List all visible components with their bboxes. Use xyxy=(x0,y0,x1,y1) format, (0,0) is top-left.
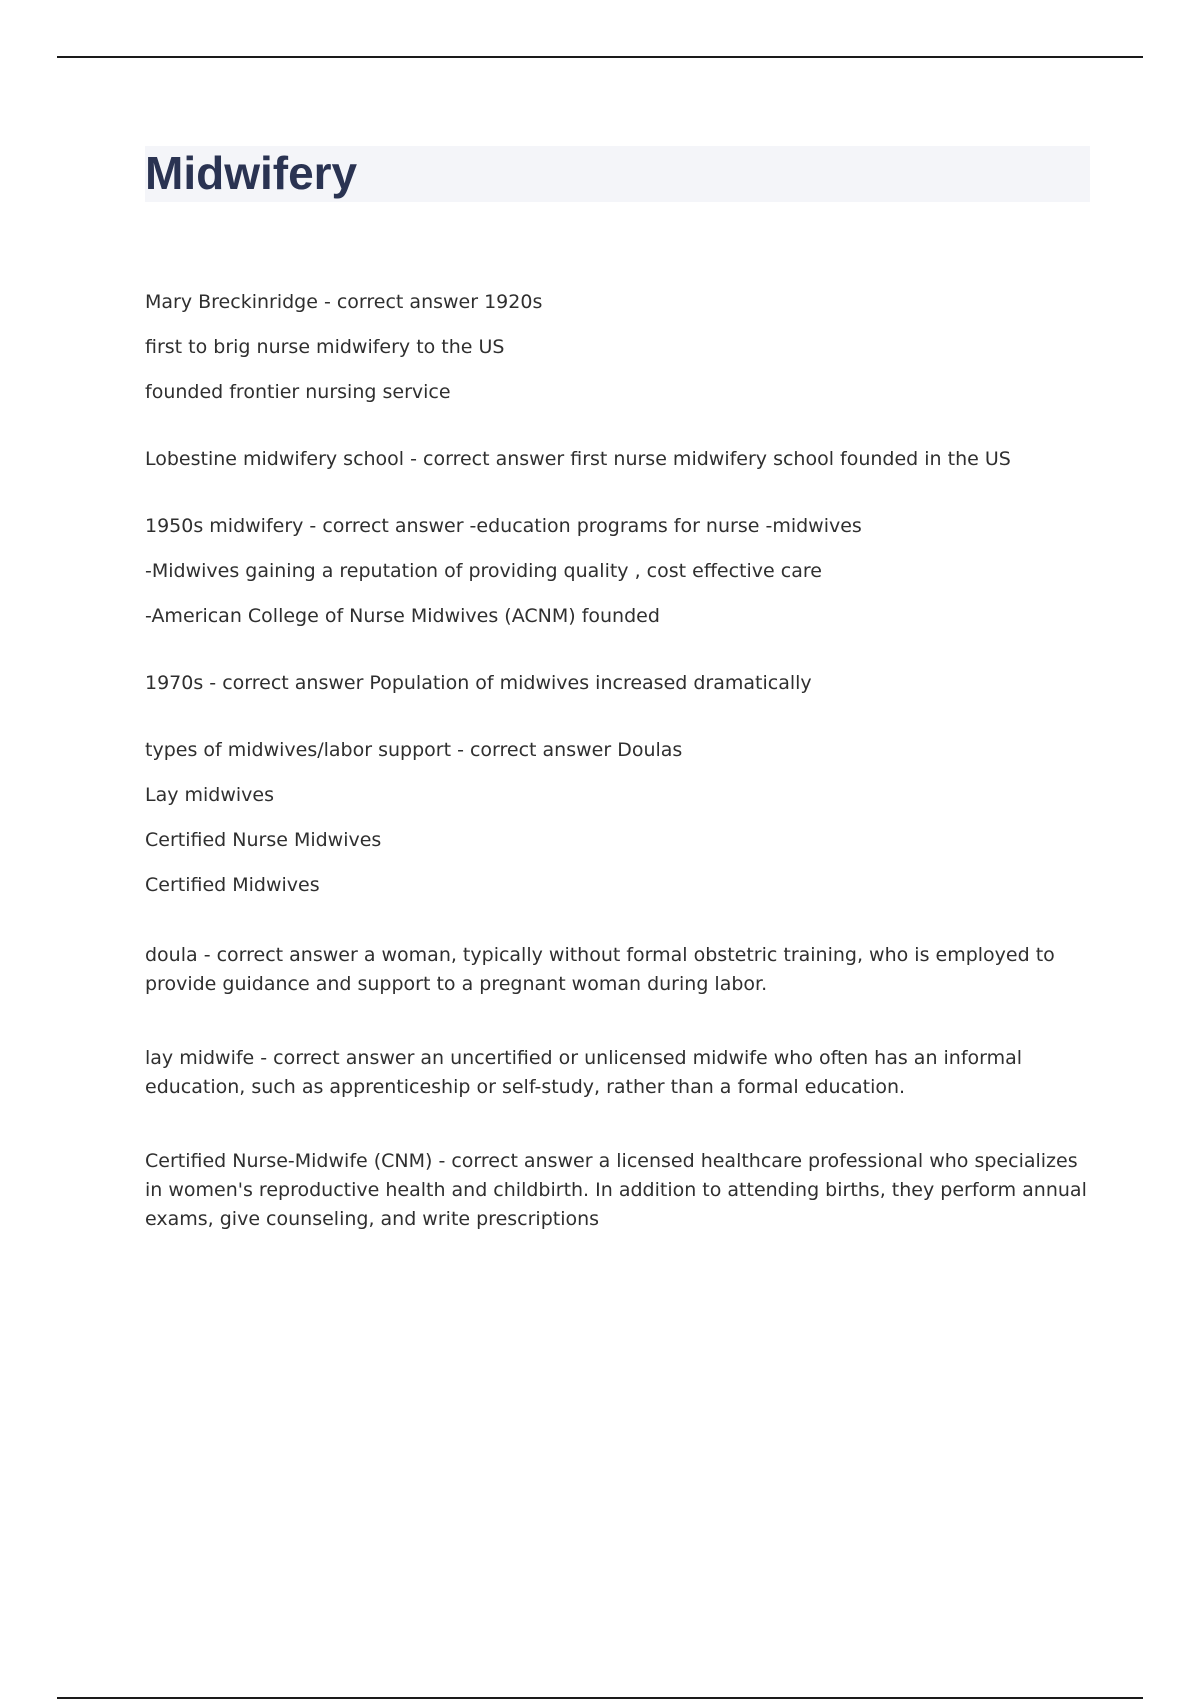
entry-line: founded frontier nursing service xyxy=(145,381,451,403)
bottom-rule xyxy=(57,1697,1143,1699)
entry-1950s-midwifery xyxy=(145,515,1090,627)
page-title: Midwifery xyxy=(145,147,358,199)
entry-line: Lobestine midwifery school - correct answer first nurse midwifery school founded in the US xyxy=(145,448,1011,470)
entry-types-of-midwives xyxy=(145,739,1090,896)
entry-mary-breckinridge xyxy=(145,291,1090,403)
entry-line: Certified Midwives xyxy=(145,874,320,896)
entry-cnm xyxy=(145,1147,1090,1234)
entry-paragraph: Certified Nurse-Midwife (CNM) - correct answer a licensed healthcare professional who specializes in women's reproductive health and childbirth. In addition to attending births, they perform annual exams, give counseling, and write prescriptions xyxy=(145,1150,1087,1230)
top-rule xyxy=(57,56,1143,58)
entry-line: Certified Nurse Midwives xyxy=(145,829,382,851)
entry-line: 1970s - correct answer Population of midwives increased dramatically xyxy=(145,672,812,694)
entry-paragraph: doula - correct answer a woman, typically without formal obstetric training, who is employed to provide guidance and support to a pregnant woman during labor. xyxy=(145,944,1055,995)
entry-line: Mary Breckinridge - correct answer 1920s xyxy=(145,291,543,313)
entry-lobestine-school xyxy=(145,448,1090,470)
entry-line: 1950s midwifery - correct answer -education programs for nurse -midwives xyxy=(145,515,862,537)
entry-line: Lay midwives xyxy=(145,784,275,806)
entry-paragraph: lay midwife - correct answer an uncertified or unlicensed midwife who often has an informal education, such as apprenticeship or self-study, rather than a formal education. xyxy=(145,1047,1023,1098)
entry-lay-midwife xyxy=(145,1044,1090,1102)
entry-1970s xyxy=(145,672,1090,694)
entry-line: first to brig nurse midwifery to the US xyxy=(145,336,505,358)
document-body xyxy=(145,291,1090,1279)
entry-line: -Midwives gaining a reputation of providing quality , cost effective care xyxy=(145,560,822,582)
entry-line: -American College of Nurse Midwives (ACNM) founded xyxy=(145,605,660,627)
entry-doula xyxy=(145,941,1090,999)
entry-line: types of midwives/labor support - correct answer Doulas xyxy=(145,739,683,761)
